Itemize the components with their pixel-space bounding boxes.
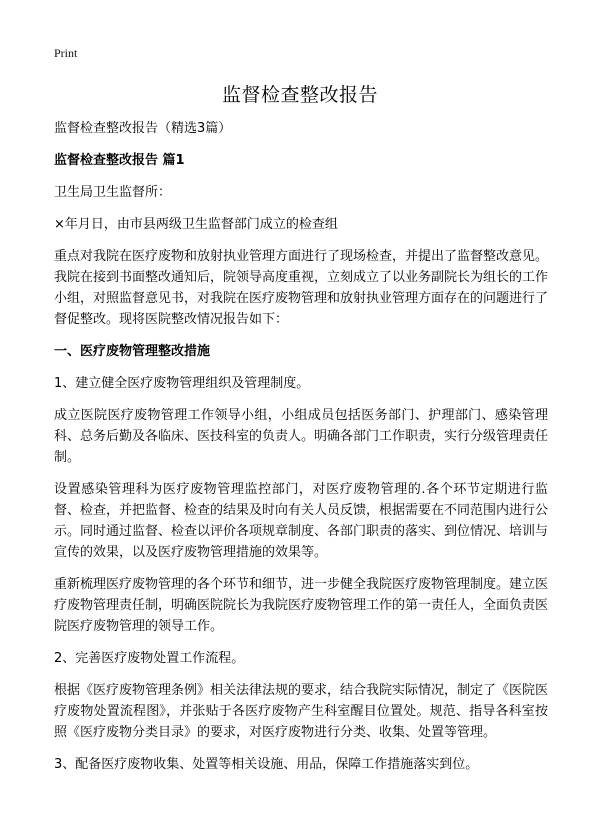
paragraph-process: 根据《医疗废物管理条例》相关法律法规的要求，结合我院实际情况，制定了《医院医疗废物处置流程图》，并张贴于各医疗废物产生科室醒目位置处。规范、指导各科室按照《医疗废物分类目录》的要求，对医疗废物进行分类、收集、处置等管理。 (54, 683, 549, 740)
document-subtitle: 监督检查整改报告（精选3篇） (54, 121, 232, 136)
paragraph-organization: 成立医院医疗废物管理工作领导小组，小组成员包括医务部门、护理部门、感染管理科、总务后勤及各临床、医技科室的负责人。明确各部门工作职责，实行分级管理责任制。 (54, 408, 549, 465)
list-item-1: 1、建立健全医疗废物管理组织及管理制度。 (54, 376, 310, 391)
list-item-2: 2、完善医疗废物处置工作流程。 (54, 651, 245, 666)
section-heading: 监督检查整改报告 篇1 (54, 153, 185, 168)
paragraph-date: ×年月日，由市县两级卫生监督部门成立的检查组 (54, 217, 338, 232)
document-body (54, 118, 548, 786)
print-label: Print (54, 46, 78, 60)
paragraph-monitoring: 设置感染管理科为医疗废物管理监控部门，对医疗废物管理的.各个环节定期进行监督、检查，并把监督、检查的结果及时向有关人员反馈，根据需要在不同范围内进行公示。同时通过监督、检查以评价各项规章制度、各部门职责的落实、到位情况、培训与宣传的效果，以及医疗废物管理措施的效果等。 (54, 482, 549, 560)
paragraph-responsibility: 重新梳理医疗废物管理的各个环节和细节，进一步健全我院医疗废物管理制度。建立医疗废物管理责任制，明确医院院长为我院医疗废物管理工作的第一责任人，全面负责医院医疗废物管理的领导工作。 (54, 577, 549, 634)
paragraph-intro: 重点对我院在医疗废物和放射执业管理方面进行了现场检查，并提出了监督整改意见。我院在接到书面整改通知后，院领导高度重视，立刻成立了以业务副院长为组长的工作小组，对照监督意见书，对我院在医疗废物管理和放射执业管理方面存在的问题进行了督促整改。现将医院整改情况报告如下： (54, 249, 549, 327)
section-heading-medical-waste: 一、医疗废物管理整改措施 (54, 344, 211, 359)
salutation: 卫生局卫生监督所： (54, 185, 172, 200)
list-item-3: 3、配备医疗废物收集、处置等相关设施、用品，保障工作措施落实到位。 (54, 757, 479, 772)
document-title: 监督检查整改报告 (221, 84, 378, 106)
